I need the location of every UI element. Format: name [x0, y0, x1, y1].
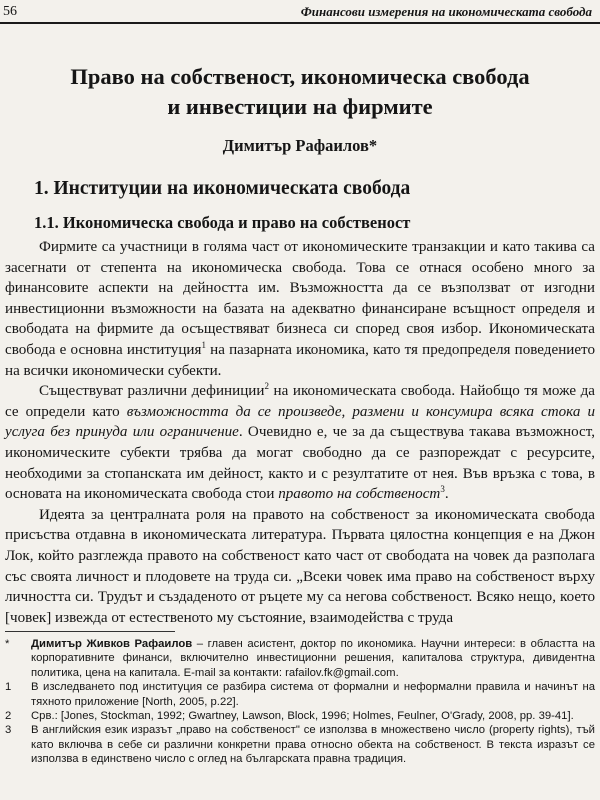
footnotes	[5, 637, 595, 767]
paragraph-3: Идеята за централната роля на правото на собственост за икономическата свобода присъства отдавна в икономическата литература. Първата цялостна концепция е на Джон Лок, който разглежда правото на собственост като част от свободата на човек да разполага със своята личност и плодовете на труда си. „Всеки човек има право на собственост върху личността си. Трудът и създаденото от ръцете му са негова собственост. Всяко нещо, което [човек] извежда от естественото му състояние, взаимодейства с труда	[5, 506, 595, 626]
body-text	[5, 237, 595, 628]
footnote-1: 1 В изследването под институция се разбира система от формални и неформални правила и начинът на тяхното приложение [North, 2005, p.22].	[5, 681, 595, 708]
subsection-heading: 1.1. Икономическа свобода и право на собственост	[34, 213, 411, 232]
footnote-divider	[5, 631, 175, 632]
property-right-emphasis: правото на собственост	[278, 486, 441, 503]
page-header	[0, 0, 600, 24]
paragraph-2: Съществуват различни дефиниции$^2$ на икономическата свобода. Найобщо тя може да се определи като възможността да се произведе, размени и консумира всяка стока и услуга без принуда или ограничение. Очевидно е, че за да съществува такава възможност, икономическите субекти трябва да могат свободно да се разпореждат с ресурсите, необходими за стопанската им дейност, както и с резултатите от нея. Във връзка с това, в основата на икономическата свобода стои правото на собственост$^3$.	[5, 381, 596, 503]
footnote-ref-1[interactable]: 1	[201, 339, 206, 350]
paragraph-1: Фирмите са участници в голяма част от икономическите транзакции и като такива са засегнати от степента на икономическа свобода. Това се отнася особено много за финансовите аспекти на дейността им. Възможността да се възползват от изгодни инвестиционни възможности на базата на адекватно финансиране всъщност определя и свободата на фирмите да осъществяват бизнеса си според своя избор. Икономическата свобода е основна институция$^1$ на пазарната икономика, като тя предопределя поведението на всички икономически субекти.	[5, 239, 595, 379]
footnote-author: * Димитър Живков Рафаилов – главен асистент, доктор по икономика. Научни интереси: в областта на корпоративните финанси, включително инвестиционни решения, капиталова структура, дивидентна политика, цена на капитала. E-mail за контакти: rafailov.fk@gmail.com.	[5, 638, 595, 679]
footnote-ref-2[interactable]: 2	[264, 381, 269, 392]
title-line-1: Право на собственост, икономическа свобода	[70, 64, 530, 89]
title-line-2: и инвестиции на фирмите	[167, 94, 433, 119]
article-author: Димитър Рафаилов*	[222, 136, 378, 155]
article-title	[20, 62, 580, 122]
footnote-author-name: Димитър Живков Рафаилов	[31, 638, 193, 650]
page-number: 56	[3, 4, 17, 19]
footnote-3: 3 В английския език изразът „право на собственост" се използва в множествено число (property rights), тъй като включва в себе си различни конкретни права относно обекта на собственост. В текста изразът се използва в единствено число с оглед на българската правна традиция.	[5, 724, 595, 766]
definition-emphasis: възможността да се произведе, размени и консумира всяка стока и услуга без принуда или ограничение	[5, 403, 596, 441]
footnote-2: 2 Срв.: [Jones, Stockman, 1992; Gwartney, Lawson, Block, 1996; Holmes, Feulner, O'Grady, 2008, pp. 39-41].	[5, 710, 574, 723]
footnote-ref-3[interactable]: 3	[440, 484, 445, 495]
running-head: Финансови измерения на икономическата свобода	[300, 4, 592, 19]
section-heading: 1. Институции на икономическата свобода	[34, 178, 411, 199]
